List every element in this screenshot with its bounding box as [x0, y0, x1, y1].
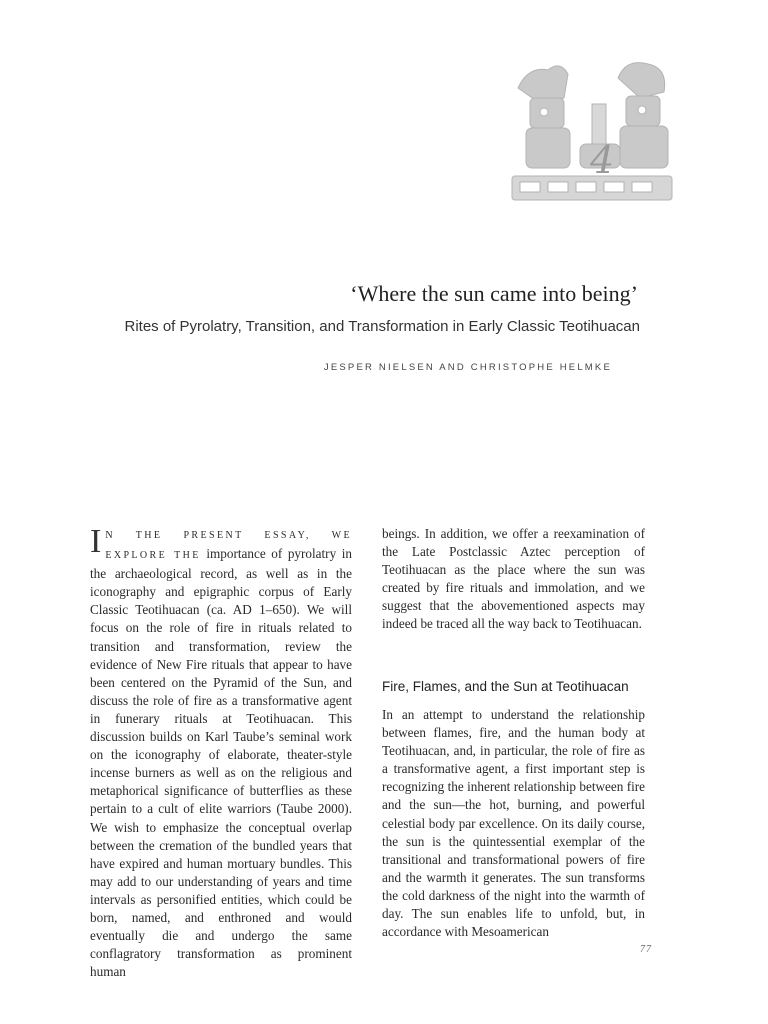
- right-column-intro: [382, 525, 645, 634]
- opening-paragraph-body: importance of pyrolatry in the archaeological record, as well as in the iconography and epigraphic corpus of Early Classic Teotihuacan (ca. AD 1–650). We will focus on the role of fire in rituals related to transition and transformation, review the evidence of New Fire rituals that appear to have been centered on the Pyramid of the Sun, and discuss the role of fire as a transformative agent in funerary rituals at Teotihuacan. This discussion builds on Karl Taube’s seminal work on the iconography of elaborate, theater-style incense burners as well as on the religious and metaphorical significance of butterflies as these pertain to a cult of elite warriors (Taube 2000). We wish to emphasize the conceptual overlap between the cremation of the bundled years that have expired and human mortuary bundles. This may add to our understanding of years and time intervals as personified entities, which could be born, named, and enthroned and would eventually die and undergo the same conflagratory transformation as prominent human: [90, 546, 352, 980]
- section-heading: Fire, Flames, and the Sun at Teotihuacan: [382, 679, 629, 694]
- lead-in-smallcaps: N THE PRESENT ESSAY, WE EXPLORE THE: [105, 530, 352, 562]
- chapter-subtitle: Rites of Pyrolatry, Transition, and Transformation in Early Classic Teotihuacan: [124, 318, 640, 335]
- right-column-section: [382, 706, 645, 941]
- page-number: 77: [640, 944, 652, 955]
- chapter-authors: JESPER NIELSEN AND CHRISTOPHE HELMKE: [323, 362, 612, 373]
- chapter-number: 4: [590, 138, 615, 182]
- chapter-title: ‘Where the sun came into being’: [350, 281, 638, 306]
- drop-cap: I: [90, 523, 102, 560]
- intro-paragraph: beings. In addition, we offer a reexamination of the Late Postclassic Aztec perception of Teotihuacan as the place where the sun was created by fire rituals and immolation, and we suggest that the abovementioned aspects may indeed be traced all the way back to Teotihuacan.: [382, 526, 645, 632]
- mesoamerican-glyph-emblem-icon: [508, 58, 676, 208]
- section-paragraph: In an attempt to understand the relationship between flames, fire, and the human body at Teotihuacan, and, in particular, the role of fire as a transformative agent, a first important step is recognizing the inherent relationship between fire and the sun—the hot, burning, and powerful celestial body par excellence. On its daily course, the sun is the quintessential exemplar of the transitional and transformational powers of fire and the warmth it generates. The sun transforms the cold darkness of the night into the warmth of day. The sun enables life to unfold, but, in accordance with Mesoamerican: [382, 707, 645, 940]
- opening-paragraph: [90, 525, 352, 981]
- left-column: [90, 525, 352, 981]
